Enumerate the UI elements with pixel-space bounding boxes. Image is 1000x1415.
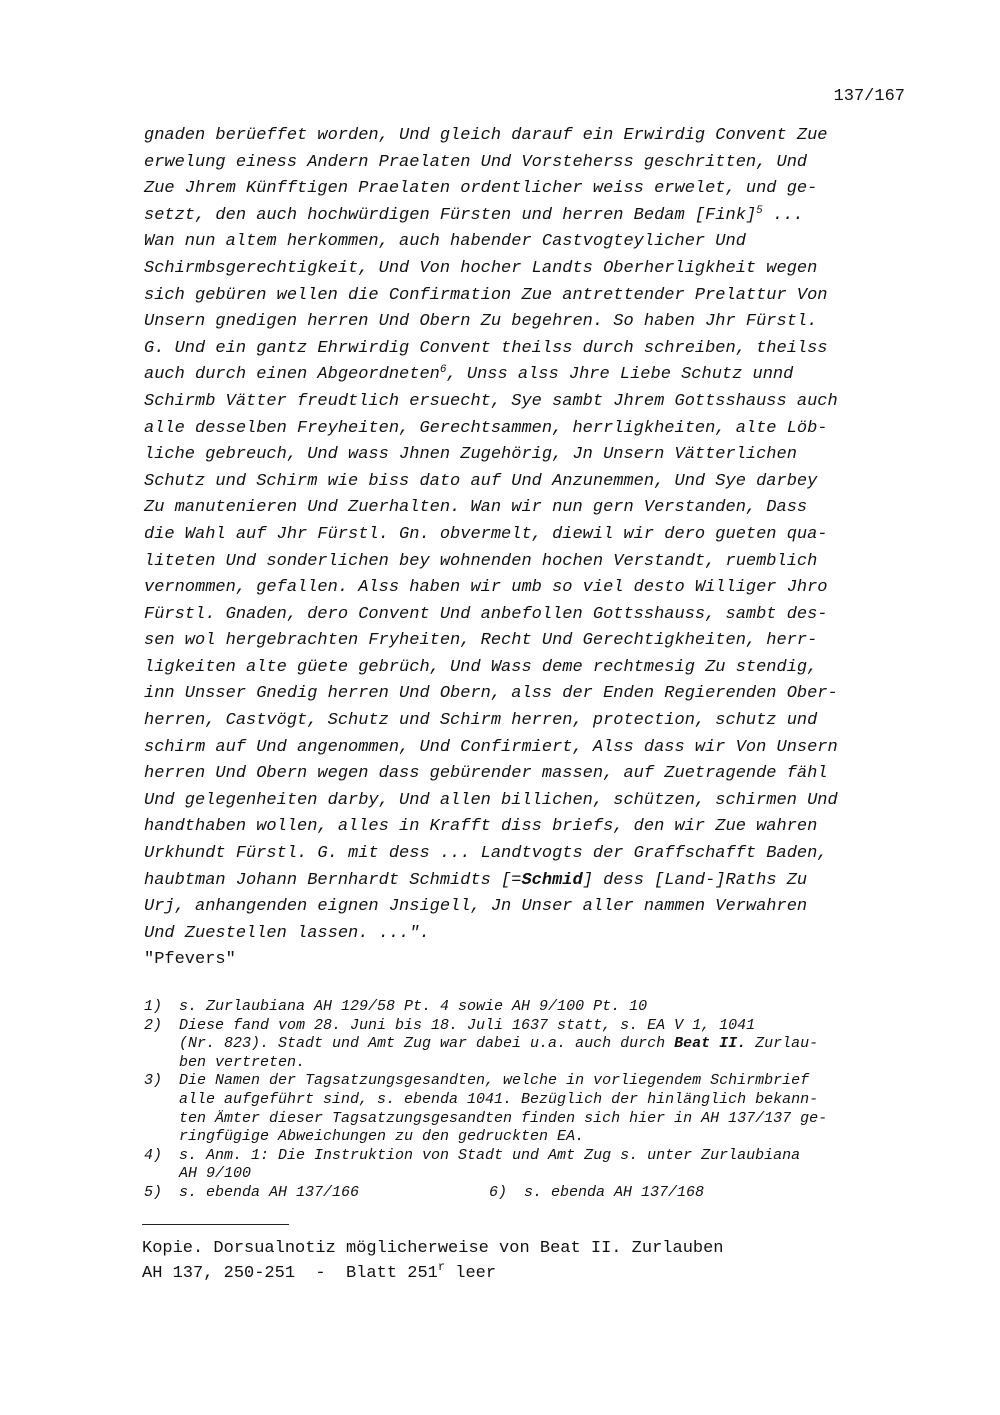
body-line-text: auch durch einen Abgeordneten (144, 365, 440, 385)
body-line-tail: ... (762, 205, 804, 225)
document-body (144, 123, 914, 974)
body-line: die Wahl auf Jhr Fürstl. Gn. obvermelt, diewil wir dero gueten qua- (144, 524, 828, 544)
body-line: G. Und ein gantz Ehrwirdig Convent theilss durch schreiben, theilss (144, 338, 828, 358)
body-line-tail: ] dess [Land-]Raths Zu (582, 870, 808, 890)
footnote-text: (Nr. 823). Stadt und Amt Zug war dabei u.a. auch durch (179, 1035, 675, 1053)
footnote-number: 5) (144, 1183, 163, 1201)
body-line: Zu manutenieren Und Zuerhalten. Wan wir nun gern Verstanden, Dass (144, 498, 808, 518)
archive-ref: AH 137, 250-251 - Blatt 251 (142, 1264, 438, 1283)
footnote-2 (144, 1017, 924, 1073)
archive-ref-tail: leer (445, 1264, 497, 1283)
body-line: gnaden berüeffet worden, Und gleich darauf ein Erwirdig Convent Zue (144, 126, 828, 145)
footnote-line: Diese fand vom 28. Juni bis 18. Juli 1637 statt, s. EA V 1, 1041 (179, 1016, 756, 1034)
body-line: ligkeiten alte güete gebrüch, Und Wass deme rechtmesig Zu stendig, (144, 657, 818, 677)
footnote-line: ringfügige Abweichungen zu den gedruckten EA. (179, 1128, 585, 1146)
recto-mark: r (437, 1260, 446, 1274)
footnote-number: 1) (144, 998, 163, 1015)
body-line: Schirmb Vätter freudtlich ersuecht, Sye sambt Jhrem Gottsshauss auch (144, 391, 838, 411)
footnote-line: Die Namen der Tagsatzungsgesandten, welche in vorliegendem Schirmbrief (179, 1072, 810, 1090)
footnote-line: ben vertreten. (179, 1053, 306, 1071)
divider-rule (142, 1224, 289, 1225)
footnote-ref-6: 6 (439, 364, 447, 377)
body-line: Zue Jhrem Künfftigen Praelaten ordentlicher weiss erwelet, und ge- (144, 179, 818, 199)
body-line: herren Und Obern wegen dass gebürender massen, auf Zuetragende fähl (144, 764, 828, 784)
body-line: handthaben wollen, alles in Krafft diss briefs, den wir Zue wahren (144, 817, 818, 837)
footnote-line (179, 1035, 924, 1054)
body-line: erwelung einess Andern Praelaten Und Vorsteherss geschritten, Und (144, 152, 808, 172)
body-line: sich gebüren wellen die Confirmation Zue antrettender Prelattur Von (144, 285, 828, 305)
body-line: Schirmbsgerechtigkeit, Und Von hocher Landts Oberherligkheit wegen (144, 258, 818, 278)
bold-name-schmid: Schmid (521, 870, 583, 890)
body-line: Unsern gnedigen herren Und Obern Zu begehren. So haben Jhr Fürstl. (144, 312, 818, 332)
body-line: schirm auf Und angenommen, Und Confirmiert, Alss dass wir Von Unsern (144, 737, 838, 757)
footnote-line: ten Ämter dieser Tagsatzungsgesandten finden sich hier in AH 137/137 ge- (179, 1109, 828, 1127)
footnote-5 (144, 1184, 489, 1203)
footnote-ref-5: 5 (756, 204, 763, 217)
body-line: herren, Castvögt, Schutz und Schirm herren, protection, schutz und (144, 711, 818, 731)
footnote-4 (144, 1147, 924, 1184)
closing-quote: "Pfevers" (144, 950, 236, 970)
body-line: Schutz und Schirm wie biss dato auf Und Anzunemmen, Und Sye darbey (144, 471, 818, 491)
body-line (144, 868, 914, 895)
footnote-1 (144, 998, 924, 1017)
body-line: inn Unsser Gnedig herren Und Obern, alss der Enden Regierenden Ober- (144, 684, 838, 704)
footnote-line: s. Anm. 1: Die Instruktion von Stadt und Amt Zug s. unter Zurlaubiana (179, 1146, 801, 1164)
body-line: Und gelegenheiten darby, Und allen billichen, schützen, schirmen Und (144, 790, 838, 810)
footnote-text: s. ebenda AH 137/166 (179, 1183, 360, 1201)
body-line: Und Zuestellen lassen. ...". (144, 923, 430, 943)
body-line: Wan nun altem herkommen, auch habender Castvogteylicher Und (144, 232, 746, 252)
archive-note-line (142, 1261, 724, 1286)
body-line: alle desselben Freyheiten, Gerechtsammen, herrligkheiten, alte Löb- (144, 418, 828, 438)
body-line: sen wol hergebrachten Fryheiten, Recht Und Gerechtigkheiten, herr- (144, 631, 818, 651)
bold-name-beat: Beat II. (674, 1035, 747, 1053)
footnote-number: 2) (144, 1016, 163, 1034)
body-line-text: setzt, den auch hochwürdigen Fürsten und herren Bedam [Fink] (144, 205, 757, 225)
body-line: vernommen, gefallen. Alss haben wir umb so viel desto Williger Jhro (144, 578, 828, 598)
footnote-6 (489, 1184, 834, 1203)
footnote-line: AH 9/100 (179, 1165, 252, 1183)
footnote-number: 3) (144, 1072, 163, 1090)
footnotes-5-6 (144, 1184, 924, 1203)
body-line: Fürstl. Gnaden, dero Convent Und anbefollen Gottsshauss, sambt des- (144, 604, 828, 624)
body-line: liteten Und sonderlichen bey wohnenden hochen Verstandt, ruemblich (144, 551, 818, 571)
body-line: Urj, anhangenden eignen Jnsigell, Jn Unser aller nammen Verwahren (144, 897, 808, 917)
footnote-text-tail: Zurlau- (746, 1035, 819, 1053)
body-line (144, 362, 914, 389)
body-line-text: haubtman Johann Bernhardt Schmidts [= (144, 870, 522, 890)
archive-note-line: Kopie. Dorsualnotiz möglicherweise von Beat II. Zurlauben (142, 1239, 724, 1258)
footnote-line: alle aufgeführt sind, s. ebenda 1041. Bezüglich der hinlänglich bekann- (179, 1090, 819, 1108)
body-line-tail: , Unss alss Jhre Liebe Schutz unnd (446, 365, 794, 385)
footnote-number: 4) (144, 1146, 163, 1164)
footnotes (144, 998, 924, 1203)
footnote-line: s. Zurlaubiana AH 129/58 Pt. 4 sowie AH 9/100 Pt. 10 (179, 998, 648, 1015)
archive-note (142, 1236, 724, 1286)
body-line: Urkhundt Fürstl. G. mit dess ... Landtvogts der Graffschafft Baden, (144, 844, 828, 864)
footnote-number: 6) (489, 1183, 508, 1201)
body-line (144, 203, 914, 230)
body-line: liche gebreuch, Und wass Jhnen Zugehörig, Jn Unsern Vätterlichen (144, 445, 797, 465)
footnote-text: s. ebenda AH 137/168 (524, 1183, 705, 1201)
footnote-3 (144, 1072, 924, 1146)
page-number: 137/167 (833, 87, 905, 106)
